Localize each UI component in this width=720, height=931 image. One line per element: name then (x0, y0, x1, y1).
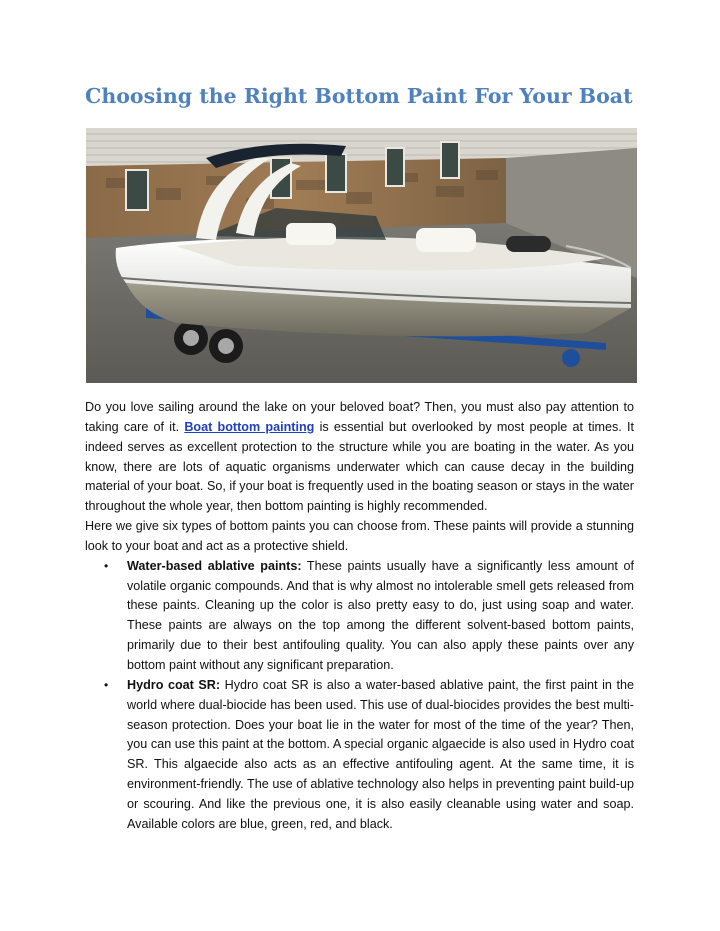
article-body (85, 398, 634, 835)
list-item (85, 676, 634, 835)
list-item (85, 557, 634, 676)
list-item-text: Hydro coat SR is also a water-based ablative paint, the first paint in the world where dual-biocide has been used. This use of dual-biocides provides the best multi-season protection. Does your boat lie in the water for most of the time of the year? Then, you can use this paint at the bottom. A special organic algaecide is also used in Hydro coat SR. This algaecide also acts as an effective antifouling agent. At the same time, it is environment-friendly. The use of ablative technology also helps in preventing paint build-up or scouring. And like the previous one, it is also easily cleanable using water and soap. Available colors are blue, green, red, and black. (127, 677, 634, 831)
intro-text-end: is essential but overlooked by most people at times. It indeed serves as excellent protection to the structure while you are boating in the water. As you know, there are lots of aquatic organisms underwater which can cause decay in the building material of your boat. So, if your boat is frequently used in the boating season or stays in the water throughout the whole year, then bottom painting is highly recommended. (85, 419, 635, 514)
list-item-text: These paints usually have a significantly less amount of volatile organic compounds. And that is why almost no intolerable smell gets released from these paints. Cleaning up the color is also pretty easy to do, just using soap and water. These paints are always on the top among the different solvent-based bottom paints, primarily due to their best antifouling quality. You can also apply these paints over any bottom paint without any significant preparation. (127, 558, 634, 672)
intro-paragraph (85, 398, 634, 517)
boat-photo (86, 128, 637, 383)
list-item-term: Water-based ablative paints: (127, 558, 302, 573)
lead-paragraph: Here we give six types of bottom paints you can choose from. These paints will provide a stunning look to your boat and act as a protective shield. (85, 519, 634, 553)
boat-bottom-painting-link[interactable]: Boat bottom painting (184, 419, 315, 434)
page-title: Choosing the Right Bottom Paint For Your Boat (85, 84, 633, 108)
bullet-icon: • (104, 558, 109, 573)
paint-list (85, 557, 634, 835)
bullet-icon: • (104, 677, 109, 692)
intro-text-start: Do you love sailing around the lake on your beloved boat? Then, you must also pay attention to taking care of it. (85, 400, 634, 434)
list-item-term: Hydro coat SR: (127, 677, 221, 692)
